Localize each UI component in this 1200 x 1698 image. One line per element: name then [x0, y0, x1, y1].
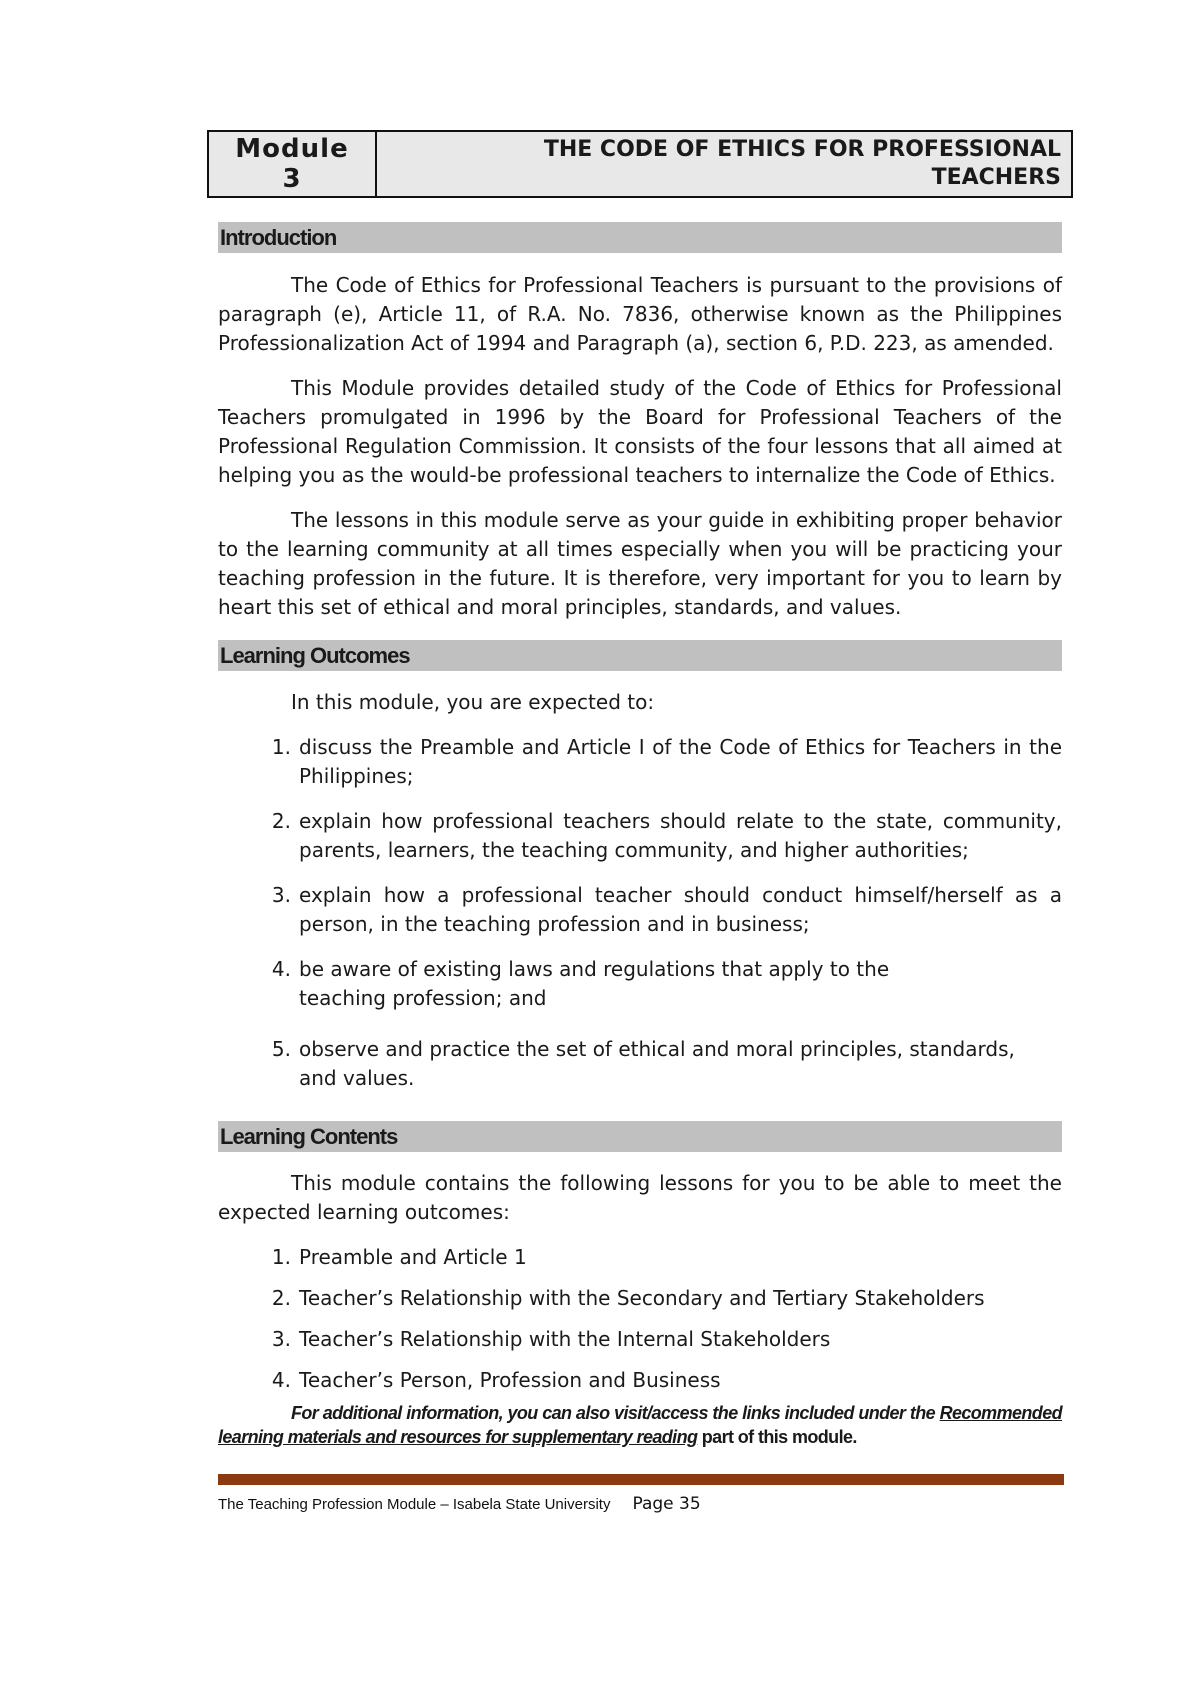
module-label: Module	[235, 134, 349, 164]
footer-bar	[218, 1474, 1064, 1485]
introduction-heading: Introduction	[218, 222, 1062, 253]
module-number-value: 3	[282, 164, 302, 194]
list-item: 2. explain how professional teachers should relate to the state, community, parents, learners, the teaching community, and higher authorities;	[271, 809, 1062, 862]
module-number	[209, 132, 377, 196]
intro-paragraph: This Module provides detailed study of the Code of Ethics for Professional Teachers promulgated in 1996 by the Board for Professional Teachers of the Professional Regulation Commission. It consists of the four lessons that all aimed at helping you as the would-be professional teachers to internalize the Code of Ethics.	[218, 376, 1062, 487]
additional-info-note	[218, 1401, 1062, 1449]
list-item: 4. Teacher’s Person, Profession and Business	[271, 1368, 721, 1392]
outcomes-intro: In this module, you are expected to:	[291, 690, 655, 714]
page-footer	[218, 1494, 1064, 1514]
list-item: 3. Teacher’s Relationship with the Internal Stakeholders	[271, 1327, 831, 1351]
list-item: 1. Preamble and Article 1	[271, 1245, 527, 1269]
learning-contents-heading: Learning Contents	[218, 1121, 1062, 1152]
list-item: 1. discuss the Preamble and Article I of the Code of Ethics for Teachers in the Philippines;	[271, 735, 1062, 788]
module-title	[377, 132, 1071, 196]
note-italic: For additional information, you can also visit/access the links included under the	[291, 1403, 936, 1423]
lessons-list	[218, 1243, 1062, 1395]
outcomes-list	[218, 733, 1062, 1093]
page-number: Page 35	[632, 1494, 701, 1514]
recommended-materials-link[interactable]: Recommended learning materials and resources for supplementary reading	[218, 1403, 1062, 1447]
module-title-line-2: TEACHERS	[931, 165, 1061, 190]
footer-text: The Teaching Profession Module – Isabela State University	[218, 1496, 611, 1513]
note-tail: part of this module.	[697, 1427, 857, 1447]
learning-outcomes-heading: Learning Outcomes	[218, 640, 1062, 671]
main-content	[218, 222, 1062, 1449]
list-item: 4. be aware of existing laws and regulations that apply to the teaching profession; and	[271, 957, 890, 1010]
list-item: 3. explain how a professional teacher should conduct himself/herself as a person, in the teaching profession and in business;	[271, 883, 1062, 936]
list-item: 2. Teacher’s Relationship with the Secondary and Tertiary Stakeholders	[271, 1286, 985, 1310]
intro-paragraph: The Code of Ethics for Professional Teachers is pursuant to the provisions of paragraph (e), Article 11, of R.A. No. 7836, otherwise known as the Philippines Professionalization Act of 1994 and Paragraph (a), section 6, P.D. 223, as amended.	[218, 273, 1062, 355]
module-header	[207, 130, 1073, 198]
list-item: 5. observe and practice the set of ethical and moral principles, standards, and values.	[271, 1037, 1015, 1090]
contents-intro: This module contains the following lessons for you to be able to meet the expected learning outcomes:	[218, 1171, 1062, 1224]
module-title-line-1: THE CODE OF ETHICS FOR PROFESSIONAL	[543, 137, 1061, 162]
intro-paragraph: The lessons in this module serve as your guide in exhibiting proper behavior to the learning community at all times especially when you will be practicing your teaching profession in the future. It is therefore, very important for you to learn by heart this set of ethical and moral principles, standards, and values.	[218, 508, 1062, 619]
